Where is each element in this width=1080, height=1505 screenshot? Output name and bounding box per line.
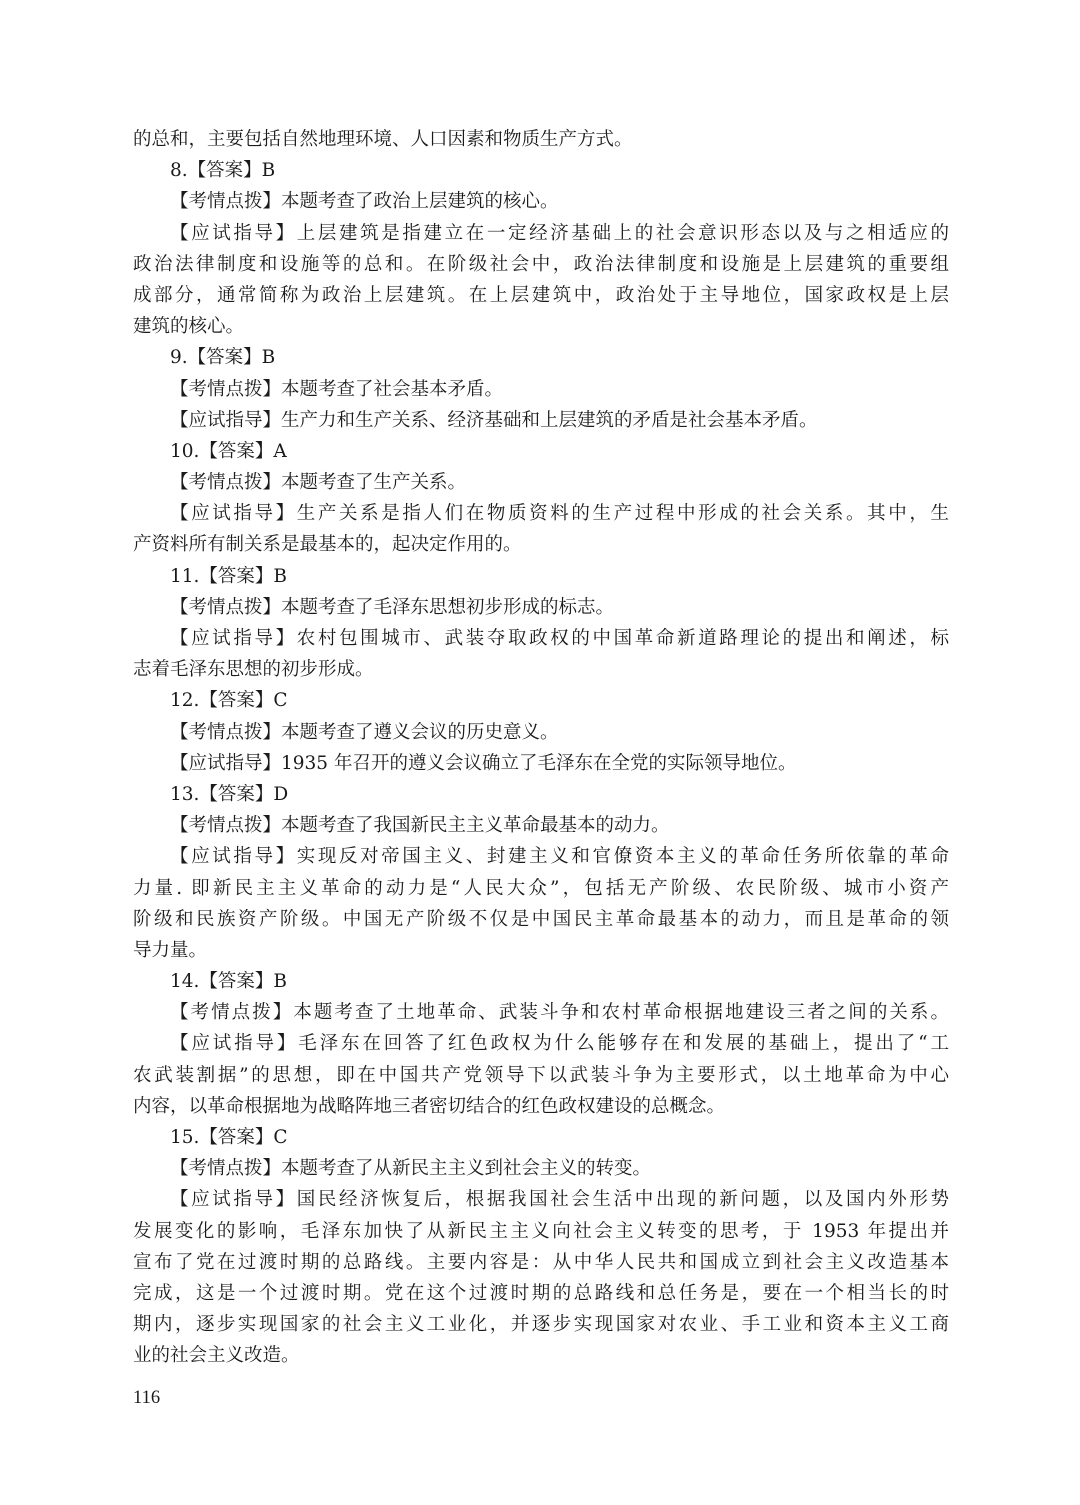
- text-line: 【考情点拨】本题考查了从新民主主义到社会主义的转变。: [170, 1158, 652, 1180]
- text-line: 导力量。: [133, 939, 208, 961]
- text-line: 【考情点拨】本题考查了社会基本矛盾。: [170, 378, 504, 400]
- text-line: 11.【答案】B: [170, 565, 288, 587]
- text-line: 9.【答案】B: [170, 347, 276, 369]
- text-line: 14.【答案】B: [170, 971, 288, 993]
- text-line: 【考情点拨】本题考查了土地革命、武装斗争和农村革命根据地建设三者之间的关系。: [170, 1002, 949, 1024]
- text-line: 志着毛泽东思想的初步形成。: [133, 659, 374, 681]
- text-line: 产资料所有制关系是最基本的，起决定作用的。: [133, 534, 522, 556]
- text-line: 【考情点拨】本题考查了我国新民主主义革命最基本的动力。: [170, 815, 670, 837]
- text-line: 【应试指导】上层建筑是指建立在一定经济基础上的社会意识形态以及与之相适应的: [170, 222, 949, 244]
- text-line: 的总和，主要包括自然地理环境、人口因素和物质生产方式。: [133, 129, 633, 150]
- text-line: 【应试指导】生产力和生产关系、经济基础和上层建筑的矛盾是社会基本矛盾。: [170, 409, 818, 431]
- page-number: 116: [133, 1388, 161, 1408]
- text-line: 期内，逐步实现国家的社会主义工业化，并逐步实现国家对农业、手工业和资本主义工商: [133, 1314, 949, 1336]
- text-line: 【考情点拨】本题考查了生产关系。: [170, 472, 467, 494]
- text-line: 内容，以革命根据地为战略阵地三者密切结合的红色政权建设的总概念。: [133, 1095, 726, 1117]
- text-line: 宣布了党在过渡时期的总路线。主要内容是：从中华人民共和国成立到社会主义改造基本: [133, 1251, 949, 1273]
- text-line: 【应试指导】农村包围城市、武装夺取政权的中国革命新道路理论的提出和阐述，标: [170, 628, 949, 649]
- text-line: 业的社会主义改造。: [133, 1345, 300, 1367]
- text-line: 13.【答案】D: [170, 783, 289, 805]
- text-line: 【应试指导】生产关系是指人们在物质资料的生产过程中形成的社会关系。其中，生: [170, 503, 949, 525]
- text-line: 【应试指导】毛泽东在回答了红色政权为什么能够存在和发展的基础上，提出了“工: [170, 1033, 949, 1055]
- text-line: 【考情点拨】本题考查了遵义会议的历史意义。: [170, 721, 559, 743]
- text-line: 【考情点拨】本题考查了政治上层建筑的核心。: [170, 191, 559, 213]
- text-line: 阶级和民族资产阶级。中国无产阶级不仅是中国民主革命最基本的动力，而且是革命的领: [133, 908, 949, 930]
- text-line: 成部分，通常简称为政治上层建筑。在上层建筑中，政治处于主导地位，国家政权是上层: [133, 284, 949, 306]
- text-line: 【应试指导】1935 年召开的遵义会议确立了毛泽东在全党的实际领导地位。: [170, 752, 797, 774]
- text-line: 完成，这是一个过渡时期。党在这个过渡时期的总路线和总任务是，要在一个相当长的时: [133, 1282, 949, 1304]
- text-line: 15.【答案】C: [170, 1127, 288, 1148]
- text-line: 力量. 即新民主主义革命的动力是“人民大众”，包括无产阶级、农民阶级、城市小资产: [133, 877, 949, 899]
- text-line: 政治法律制度和设施等的总和。在阶级社会中，政治法律制度和设施是上层建筑的重要组: [133, 253, 949, 275]
- text-line: 8.【答案】B: [170, 160, 276, 182]
- text-line: 农武装割据”的思想，即在中国共产党领导下以武装斗争为主要形式，以土地革命为中心: [133, 1064, 949, 1086]
- text-line: 12.【答案】C: [170, 690, 288, 712]
- text-line: 10.【答案】A: [170, 440, 287, 462]
- text-line: 发展变化的影响，毛泽东加快了从新民主主义向社会主义转变的思考，于 1953 年提出并: [133, 1220, 949, 1242]
- text-line: 【考情点拨】本题考查了毛泽东思想初步形成的标志。: [170, 596, 615, 618]
- text-line: 建筑的核心。: [133, 316, 245, 338]
- text-line: 【应试指导】实现反对帝国主义、封建主义和官僚资本主义的革命任务所依靠的革命: [170, 846, 949, 868]
- page-body: [133, 124, 949, 1372]
- text-line: 【应试指导】国民经济恢复后，根据我国社会生活中出现的新问题，以及国内外形势: [170, 1189, 949, 1211]
